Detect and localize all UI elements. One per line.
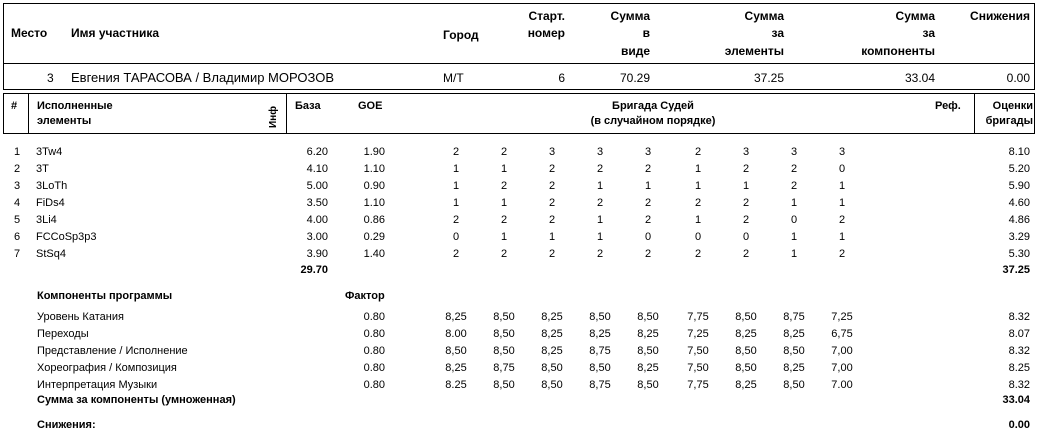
element-code: 3LoTh: [36, 180, 68, 192]
component-judge-score: 7,75: [687, 311, 709, 323]
skater-place: 3: [47, 71, 54, 85]
component-factor: 0.80: [363, 328, 385, 340]
element-code: 3Li4: [36, 214, 57, 226]
element-panel-score: 8.10: [1008, 146, 1030, 158]
component-name: Уровень Катания: [37, 311, 124, 323]
component-judge-score: 8,25: [445, 362, 467, 374]
element-judge-score: 2: [790, 163, 798, 175]
element-code: StSq4: [36, 248, 66, 260]
element-judge-score: 2: [500, 248, 508, 260]
col-tss-1: Сумма: [610, 9, 650, 23]
element-judge-score: 2: [694, 146, 702, 158]
element-judge-score: 2: [644, 214, 652, 226]
element-number: 4: [14, 197, 21, 209]
element-judge-score: 1: [500, 163, 508, 175]
component-judge-score: 7,25: [687, 328, 709, 340]
col-ded: Снижения: [970, 9, 1030, 23]
element-judge-score: 2: [452, 248, 460, 260]
component-judge-score: 8,75: [589, 379, 611, 391]
summary-bottom-line: [3, 89, 1035, 90]
skater-pcs: 33.04: [904, 71, 935, 85]
elements-exec-header-2: элементы: [37, 115, 92, 127]
element-judge-score: 3: [644, 146, 652, 158]
elements-base-header: База: [295, 100, 321, 112]
element-judge-score: 0: [742, 231, 750, 243]
element-panel-score: 5.90: [1008, 180, 1030, 192]
element-number: 2: [14, 163, 21, 175]
component-judge-score: 8,25: [541, 328, 563, 340]
component-judge-score: 8,25: [637, 362, 659, 374]
component-judge-score: 8,50: [735, 311, 757, 323]
component-judge-score: 8,50: [493, 328, 515, 340]
element-judge-score: 1: [790, 248, 798, 260]
component-judge-score: 7,50: [687, 345, 709, 357]
skater-ded: 0.00: [1006, 71, 1030, 85]
component-judge-score: 6,75: [831, 328, 853, 340]
element-panel-score: 5.20: [1008, 163, 1030, 175]
component-judge-score: 8,50: [735, 345, 757, 357]
skater-name: Евгения ТАРАСОВА / Владимир МОРОЗОВ: [71, 70, 334, 85]
element-number: 5: [14, 214, 21, 226]
element-judge-score: 1: [694, 163, 702, 175]
component-panel-score: 8.07: [1008, 328, 1030, 340]
element-number: 7: [14, 248, 21, 260]
component-factor: 0.80: [363, 345, 385, 357]
skater-city: М/Т: [443, 71, 464, 85]
elements-num-header: #: [11, 100, 18, 112]
component-judge-score: 8,75: [589, 345, 611, 357]
element-panel-score: 3.29: [1008, 231, 1030, 243]
element-judge-score: 2: [548, 180, 556, 192]
component-name: Хореография / Композиция: [37, 362, 177, 374]
component-judge-score: 8,50: [783, 345, 805, 357]
element-judge-score: 3: [742, 146, 750, 158]
element-judge-score: 1: [694, 180, 702, 192]
component-panel-score: 8.32: [1008, 311, 1030, 323]
component-judge-score: 7,75: [687, 379, 709, 391]
component-judge-score: 8,50: [445, 345, 467, 357]
element-base: 3.00: [306, 231, 328, 243]
skater-tss: 70.29: [619, 71, 650, 85]
component-factor: 0.80: [363, 379, 385, 391]
component-judge-score: 8,50: [783, 379, 805, 391]
element-judge-score: 1: [694, 214, 702, 226]
element-judge-score: 3: [838, 146, 846, 158]
component-judge-score: 8,50: [637, 311, 659, 323]
component-judge-score: 8,50: [541, 362, 563, 374]
component-judge-score: 8,75: [493, 362, 515, 374]
component-judge-score: 8,50: [637, 345, 659, 357]
element-judge-score: 2: [694, 197, 702, 209]
col-tes-1: Сумма: [744, 9, 784, 23]
component-judge-score: 8,50: [589, 311, 611, 323]
col-city: Город: [443, 28, 479, 42]
component-judge-score: 8,50: [589, 362, 611, 374]
element-judge-score: 2: [742, 248, 750, 260]
element-judge-score: 1: [742, 180, 750, 192]
col-tes-3: элементы: [724, 44, 784, 58]
component-judge-score: 7.00: [831, 379, 853, 391]
elements-exec-header-1: Исполненные: [37, 100, 113, 112]
pcs-total: 33.04: [1002, 394, 1030, 406]
col-name: Имя участника: [71, 26, 160, 40]
component-judge-score: 8,50: [735, 362, 757, 374]
component-judge-score: 8,25: [589, 328, 611, 340]
component-judge-score: 8,50: [541, 379, 563, 391]
elements-score-header-1: Оценки: [992, 100, 1033, 112]
component-panel-score: 8.32: [1008, 379, 1030, 391]
element-judge-score: 2: [500, 146, 508, 158]
element-judge-score: 1: [790, 231, 798, 243]
element-judge-score: 0: [790, 214, 798, 226]
element-base: 4.10: [306, 163, 328, 175]
element-judge-score: 3: [790, 146, 798, 158]
element-judge-score: 2: [452, 146, 460, 158]
component-judge-score: 8,25: [541, 345, 563, 357]
element-base: 5.00: [306, 180, 328, 192]
component-factor: 0.80: [363, 362, 385, 374]
element-judge-score: 2: [838, 214, 846, 226]
col-start-2: номер: [527, 26, 565, 40]
component-judge-score: 8,25: [445, 311, 467, 323]
element-panel-score: 4.86: [1008, 214, 1030, 226]
col-tes-2: за: [771, 26, 784, 40]
element-judge-score: 2: [596, 163, 604, 175]
element-judge-score: 1: [548, 231, 556, 243]
element-judge-score: 2: [548, 214, 556, 226]
element-judge-score: 2: [644, 248, 652, 260]
element-code: FCCoSp3p3: [36, 231, 97, 243]
component-name: Представление / Исполнение: [37, 345, 188, 357]
element-goe: 0.90: [363, 180, 385, 192]
element-judge-score: 0: [838, 163, 846, 175]
element-judge-score: 2: [596, 248, 604, 260]
element-code: 3Tw4: [36, 146, 63, 158]
col-pcs-2: за: [922, 26, 935, 40]
element-judge-score: 2: [742, 214, 750, 226]
component-judge-score: 8,50: [493, 345, 515, 357]
element-goe: 1.10: [363, 163, 385, 175]
component-judge-score: 8.25: [445, 379, 467, 391]
element-goe: 0.86: [363, 214, 385, 226]
elements-ref-header: Реф.: [935, 100, 961, 112]
element-number: 6: [14, 231, 21, 243]
pcs-total-label: Сумма за компоненты (умноженная): [37, 394, 236, 406]
element-judge-score: 1: [596, 231, 604, 243]
component-panel-score: 8.32: [1008, 345, 1030, 357]
element-goe: 1.10: [363, 197, 385, 209]
component-name: Интерпретация Музыки: [37, 379, 158, 391]
element-panel-score: 4.60: [1008, 197, 1030, 209]
element-judge-score: 2: [694, 248, 702, 260]
element-judge-score: 1: [596, 214, 604, 226]
component-panel-score: 8.25: [1008, 362, 1030, 374]
tes-total: 37.25: [1002, 264, 1030, 276]
element-judge-score: 2: [500, 214, 508, 226]
element-judge-score: 2: [742, 197, 750, 209]
element-judge-score: 2: [790, 180, 798, 192]
element-judge-score: 0: [694, 231, 702, 243]
element-judge-score: 2: [548, 163, 556, 175]
col-start-1: Старт.: [528, 9, 565, 23]
deductions-total: 0.00: [1008, 419, 1030, 431]
element-panel-score: 5.30: [1008, 248, 1030, 260]
elements-score-header-2: бригады: [985, 115, 1033, 127]
element-goe: 1.40: [363, 248, 385, 260]
component-judge-score: 8.00: [445, 328, 467, 340]
component-judge-score: 7,25: [831, 311, 853, 323]
element-judge-score: 1: [838, 197, 846, 209]
element-judge-score: 1: [644, 180, 652, 192]
element-judge-score: 1: [596, 180, 604, 192]
elements-header-divider-2: [286, 93, 287, 134]
element-judge-score: 2: [742, 163, 750, 175]
component-judge-score: 8,25: [735, 328, 757, 340]
col-tss-3: виде: [620, 44, 650, 58]
col-place: Место: [11, 26, 48, 40]
elements-header-box: [3, 93, 1035, 134]
element-judge-score: 0: [644, 231, 652, 243]
component-judge-score: 8,50: [493, 379, 515, 391]
elements-goe-header: GOE: [358, 100, 383, 112]
element-judge-score: 1: [452, 197, 460, 209]
element-judge-score: 2: [500, 180, 508, 192]
component-judge-score: 8,25: [541, 311, 563, 323]
component-judge-score: 7,00: [831, 345, 853, 357]
element-judge-score: 1: [452, 163, 460, 175]
summary-divider-right: [1034, 64, 1035, 90]
element-code: 3T: [36, 163, 49, 175]
element-judge-score: 2: [644, 163, 652, 175]
element-goe: 1.90: [363, 146, 385, 158]
element-judge-score: 2: [548, 248, 556, 260]
component-judge-score: 8,25: [783, 328, 805, 340]
components-factor-header: Фактор: [345, 290, 385, 302]
element-judge-score: 2: [596, 197, 604, 209]
component-judge-score: 7,50: [687, 362, 709, 374]
element-code: FiDs4: [36, 197, 65, 209]
element-judge-score: 1: [838, 180, 846, 192]
elements-panel-header-1: Бригада Судей: [612, 100, 694, 112]
component-judge-score: 8,50: [493, 311, 515, 323]
component-judge-score: 8,50: [637, 379, 659, 391]
skater-tes: 37.25: [753, 71, 784, 85]
element-judge-score: 2: [548, 197, 556, 209]
component-judge-score: 8,75: [783, 311, 805, 323]
component-judge-score: 8,25: [735, 379, 757, 391]
element-base: 3.90: [306, 248, 328, 260]
element-goe: 0.29: [363, 231, 385, 243]
element-number: 1: [14, 146, 21, 158]
deductions-label: Снижения:: [37, 419, 96, 431]
col-pcs-1: Сумма: [895, 9, 935, 23]
element-judge-score: 3: [548, 146, 556, 158]
summary-divider-left: [3, 64, 4, 90]
element-judge-score: 1: [838, 231, 846, 243]
elements-header-divider-1: [28, 93, 29, 134]
elements-panel-header-2: (в случайном порядке): [590, 115, 716, 127]
components-title: Компоненты программы: [37, 290, 173, 302]
base-total: 29.70: [300, 264, 328, 276]
component-judge-score: 7,00: [831, 362, 853, 374]
component-factor: 0.80: [363, 311, 385, 323]
element-judge-score: 3: [596, 146, 604, 158]
element-judge-score: 1: [500, 197, 508, 209]
element-judge-score: 1: [500, 231, 508, 243]
element-judge-score: 2: [838, 248, 846, 260]
component-judge-score: 8,25: [783, 362, 805, 374]
skater-start: 6: [558, 71, 565, 85]
element-base: 3.50: [306, 197, 328, 209]
component-judge-score: 8,25: [637, 328, 659, 340]
component-name: Переходы: [37, 328, 89, 340]
element-base: 6.20: [306, 146, 328, 158]
col-tss-2: в: [642, 26, 650, 40]
element-judge-score: 2: [644, 197, 652, 209]
element-judge-score: 0: [452, 231, 460, 243]
element-judge-score: 1: [790, 197, 798, 209]
element-number: 3: [14, 180, 21, 192]
element-judge-score: 1: [452, 180, 460, 192]
elements-info-header: Инф: [268, 106, 279, 128]
col-pcs-3: компоненты: [861, 44, 935, 58]
element-base: 4.00: [306, 214, 328, 226]
element-judge-score: 2: [452, 214, 460, 226]
